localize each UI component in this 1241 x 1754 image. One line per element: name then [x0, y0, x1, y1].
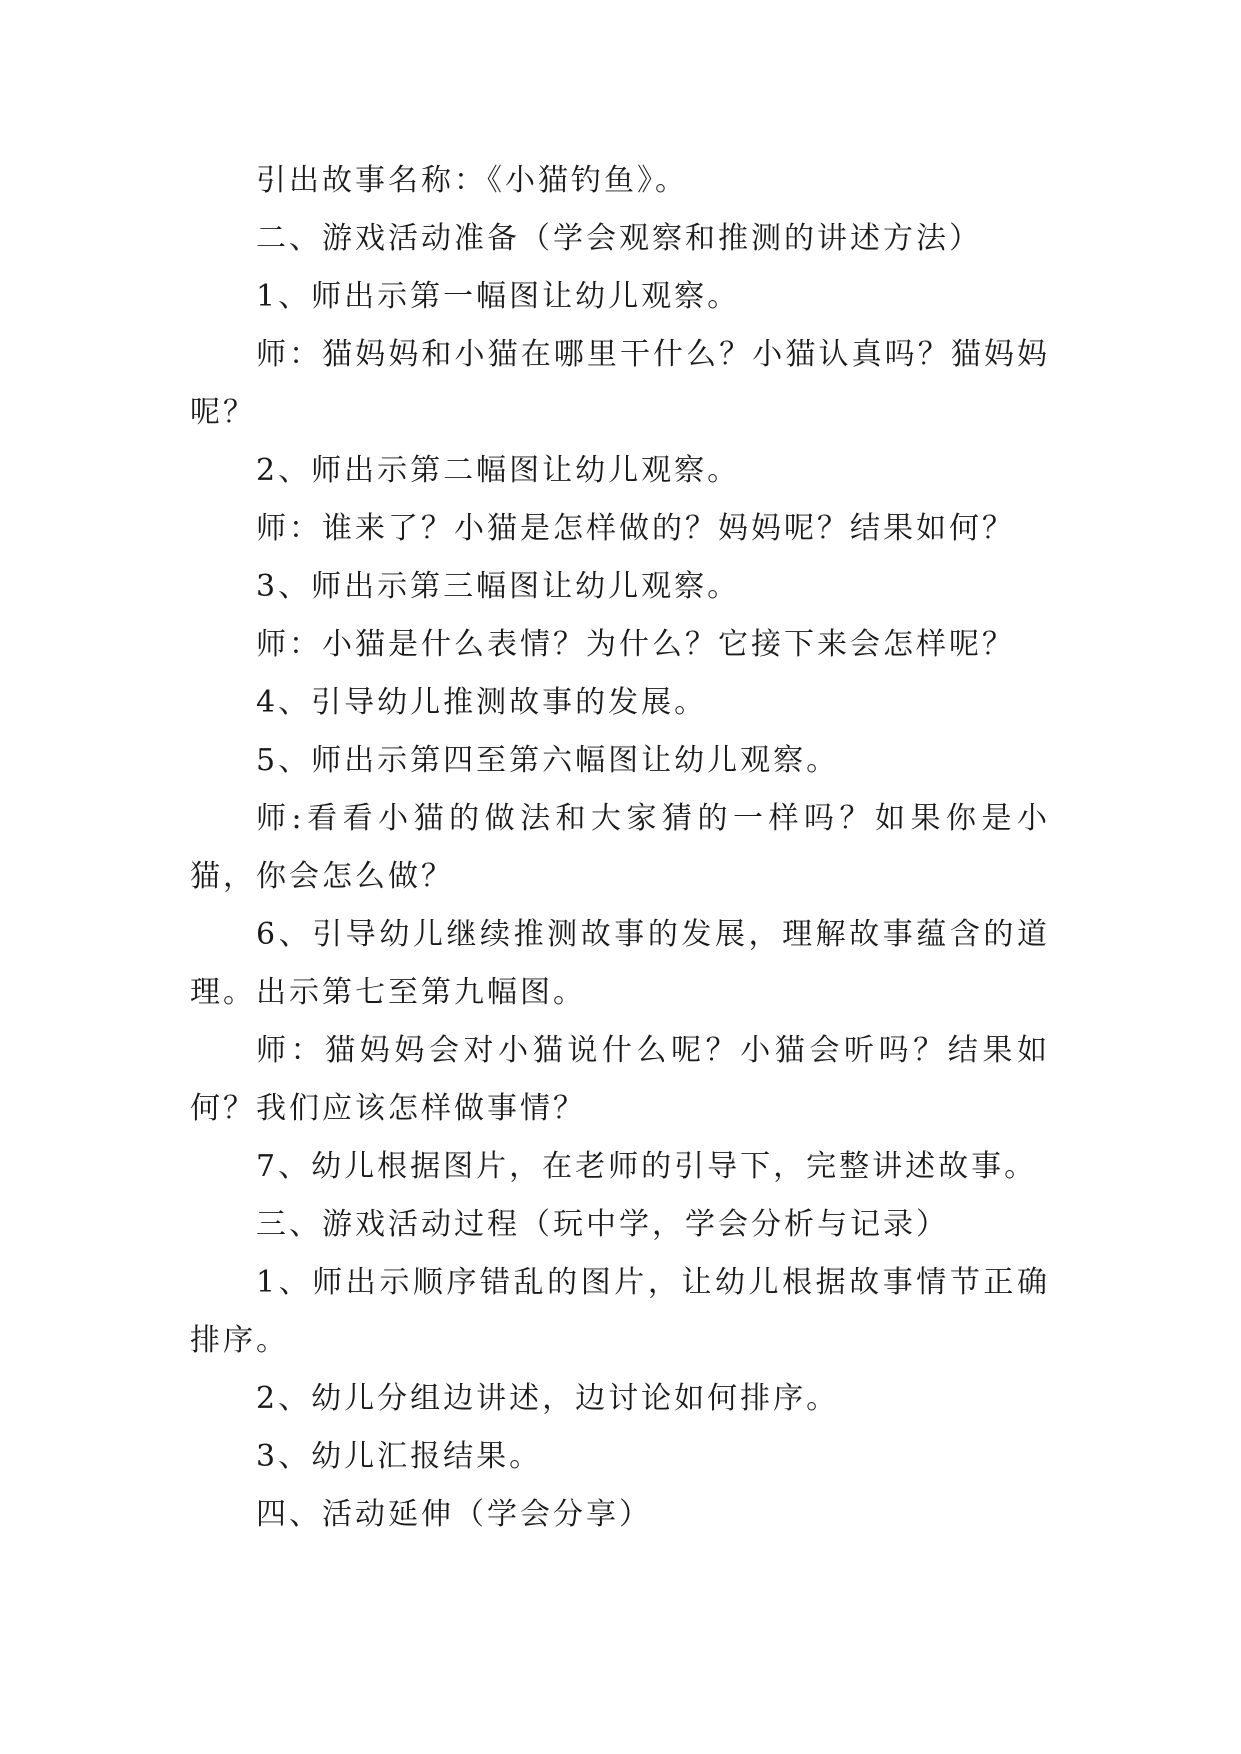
paragraph-step-6: 6、引导幼儿继续推测故事的发展，理解故事蕴含的道理。出示第七至第九幅图。 — [190, 917, 1050, 1010]
paragraph-process-step-3: 3、幼儿汇报结果。 — [256, 1439, 543, 1474]
paragraph-teacher-question-5: 师：猫妈妈会对小猫说什么呢？小猫会听吗？结果如何？我们应该怎样做事情？ — [190, 1033, 1050, 1126]
paragraph-teacher-question-1: 师：猫妈妈和小猫在哪里干什么？小猫认真吗？猫妈妈呢？ — [190, 337, 1050, 430]
paragraph-teacher-question-2: 师：谁来了？小猫是怎样做的？妈妈呢？结果如何？ — [256, 511, 1015, 546]
paragraph-section-4-heading: 四、活动延伸（学会分享） — [256, 1497, 652, 1532]
paragraph-story-title: 引出故事名称：《小猫钓鱼》。 — [256, 163, 688, 198]
paragraph-section-3-heading: 三、游戏活动过程（玩中学，学会分析与记录） — [256, 1207, 949, 1242]
paragraph-step-4: 4、引导幼儿推测故事的发展。 — [256, 685, 708, 720]
paragraph-step-3: 3、师出示第三幅图让幼儿观察。 — [256, 569, 741, 604]
paragraph-section-2-heading: 二、游戏活动准备（学会观察和推测的讲述方法） — [256, 221, 982, 256]
paragraph-step-7: 7、幼儿根据图片，在老师的引导下，完整讲述故事。 — [256, 1149, 1038, 1184]
paragraph-step-1: 1、师出示第一幅图让幼儿观察。 — [256, 279, 741, 314]
document-body — [190, 152, 1050, 1544]
paragraph-process-step-1: 1、师出示顺序错乱的图片，让幼儿根据故事情节正确排序。 — [190, 1265, 1050, 1358]
paragraph-process-step-2: 2、幼儿分组边讲述，边讨论如何排序。 — [256, 1381, 840, 1416]
paragraph-teacher-question-3: 师：小猫是什么表情？为什么？它接下来会怎样呢？ — [256, 627, 1015, 662]
paragraph-step-2: 2、师出示第二幅图让幼儿观察。 — [256, 453, 741, 488]
paragraph-teacher-question-4: 师:看看小猫的做法和大家猜的一样吗？如果你是小猫，你会怎么做？ — [190, 801, 1050, 894]
paragraph-step-5: 5、师出示第四至第六幅图让幼儿观察。 — [256, 743, 840, 778]
